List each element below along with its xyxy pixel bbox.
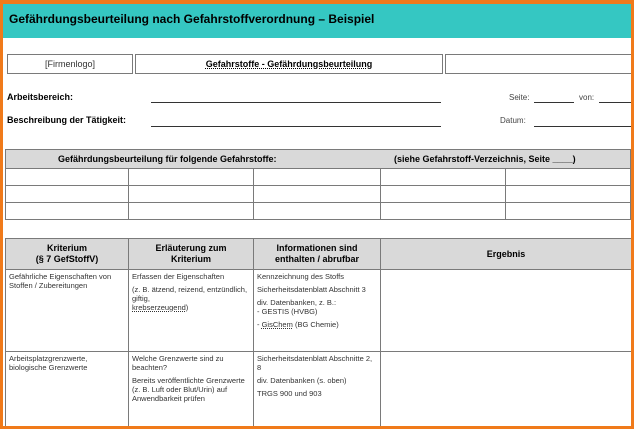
table-cell[interactable] <box>506 203 631 220</box>
col-header-kriterium: Kriterium (§ 7 GefStoffV) <box>6 239 129 270</box>
criteria-table <box>5 238 632 429</box>
ergebnis-cell[interactable] <box>381 352 632 429</box>
table-cell[interactable] <box>381 203 506 220</box>
table-cell[interactable] <box>129 169 254 186</box>
company-logo-placeholder: [Firmenlogo] <box>7 54 133 74</box>
table-cell[interactable] <box>381 169 506 186</box>
arbeitsbereich-line[interactable] <box>151 102 441 103</box>
erlaeuterung-cell: Erfassen der Eigenschaften (z. B. ätzend, reizend, entzündlich, giftig, krebserzeugend) <box>129 270 254 352</box>
table-cell[interactable] <box>254 203 381 220</box>
informationen-cell: Sicherheitsdatenblatt Abschnitte 2, 8 div. Datenbanken (s. oben) TRGS 900 und 903 <box>254 352 381 429</box>
datum-label: Datum: <box>500 116 526 125</box>
table-cell[interactable] <box>254 169 381 186</box>
seite-line[interactable] <box>534 102 574 103</box>
beschreibung-line[interactable] <box>151 126 441 127</box>
gefahrstoffe-header <box>5 149 631 169</box>
gefahrstoffe-header-left: Gefährdungsbeurteilung für folgende Gefahrstoffe: <box>58 154 277 164</box>
table-cell[interactable] <box>6 203 129 220</box>
table-row <box>6 203 631 220</box>
table-cell[interactable] <box>506 169 631 186</box>
col-header-erlaeuterung: Erläuterung zum Kriterium <box>129 239 254 270</box>
document-title: Gefährdungsbeurteilung nach Gefahrstoffverordnung – Beispiel <box>3 4 631 38</box>
table-cell[interactable] <box>129 186 254 203</box>
table-row <box>6 270 632 352</box>
table-cell[interactable] <box>129 203 254 220</box>
von-line[interactable] <box>599 102 631 103</box>
table-cell[interactable] <box>254 186 381 203</box>
arbeitsbereich-label: Arbeitsbereich: <box>7 92 73 102</box>
col-header-ergebnis: Ergebnis <box>381 239 632 270</box>
kriterium-cell: Arbeitsplatzgrenzwerte, biologische Grenzwerte <box>6 352 129 429</box>
datum-line[interactable] <box>534 126 631 127</box>
gefahrstoffe-table <box>5 168 631 220</box>
ergebnis-cell[interactable] <box>381 270 632 352</box>
von-label: von: <box>579 93 594 102</box>
form-heading <box>135 54 443 74</box>
header-row <box>7 54 633 74</box>
erlaeuterung-cell: Welche Grenzwerte sind zu beachten? Bereits veröffentlichte Grenzwerte (z. B. Luft oder Blut/Urin) auf Anwendbarkeit prüfen <box>129 352 254 429</box>
table-cell[interactable] <box>6 169 129 186</box>
header-empty-box <box>445 54 633 74</box>
table-header-row <box>6 239 632 270</box>
table-cell[interactable] <box>506 186 631 203</box>
seite-label: Seite: <box>509 93 529 102</box>
table-row <box>6 186 631 203</box>
table-row <box>6 352 632 429</box>
table-cell[interactable] <box>381 186 506 203</box>
table-row <box>6 169 631 186</box>
form-heading-text: Gefahrstoffe - Gefährdungsbeurteilung <box>206 59 373 69</box>
informationen-cell: Kennzeichnung des Stoffs Sicherheitsdatenblatt Abschnitt 3 div. Datenbanken, z. B.: - GESTIS (HVBG) - GisChem (BG Chemie) <box>254 270 381 352</box>
col-header-informationen: Informationen sind enthalten / abrufbar <box>254 239 381 270</box>
beschreibung-label: Beschreibung der Tätigkeit: <box>7 115 126 125</box>
table-cell[interactable] <box>6 186 129 203</box>
gefahrstoffe-header-right: (siehe Gefahrstoff-Verzeichnis, Seite ____) <box>394 154 576 164</box>
kriterium-cell: Gefährliche Eigenschaften von Stoffen / Zubereitungen <box>6 270 129 352</box>
